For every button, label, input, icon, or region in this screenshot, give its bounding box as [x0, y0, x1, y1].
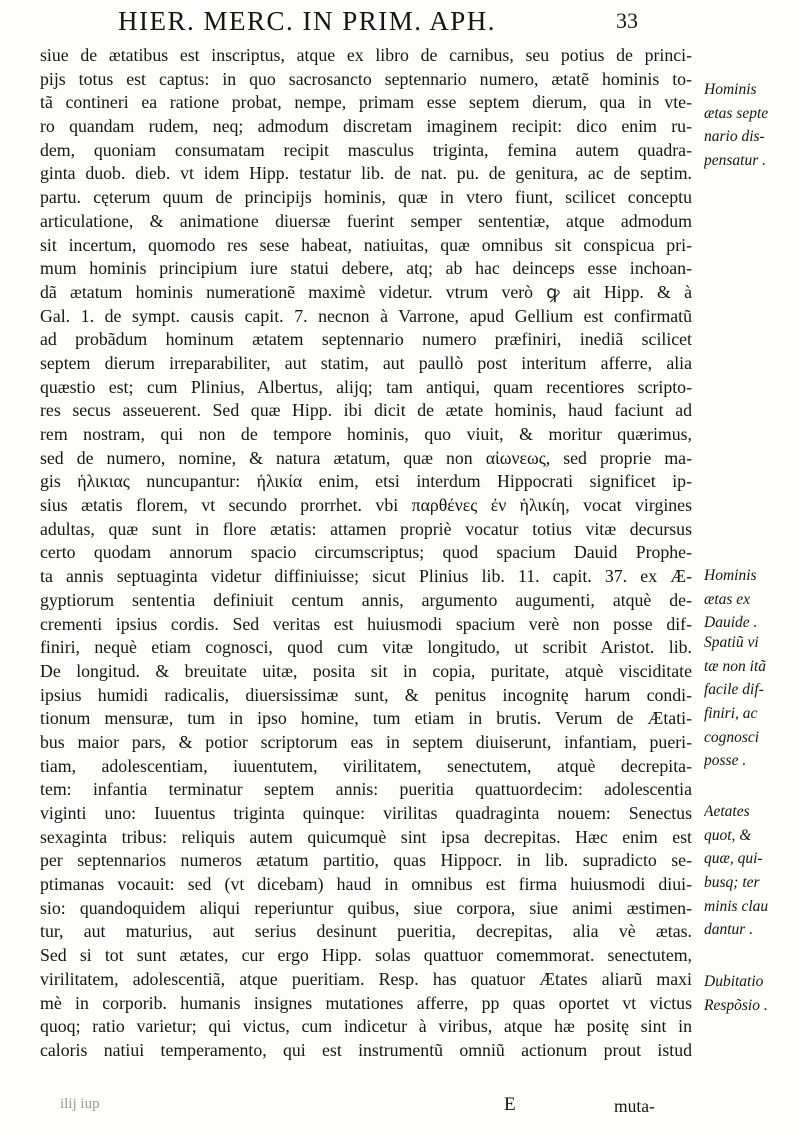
page-number: 33 — [616, 8, 638, 33]
text-line: sexaginta tribus: reliquis autem quicumquè sint ipsa decrepitas. Hæc enim est — [40, 826, 692, 847]
catchword: muta- — [614, 1096, 655, 1116]
text-line: certo quodam annorum spacio circumscriptus; quod spacium Dauid Prophe- — [40, 542, 692, 563]
margin-note-line: minis clau — [704, 897, 769, 915]
text-line: viginti uno: Iuuentus triginta quinque: virilitas quadraginta nouem: Senectus — [40, 803, 692, 823]
text-line: tur, aut maturius, aut serius desinunt pueritia, decrepitas, alia vè ætas. — [40, 921, 692, 942]
main-text-block — [40, 44, 692, 1063]
text-line: Sed si tot sunt ætates, cur ergo Hipp. solas quattuor comemmorat. senectutem, — [40, 945, 692, 966]
margin-note-spatium-vitae — [704, 631, 800, 773]
margin-note-line: tæ non itã — [704, 657, 767, 675]
margin-note-line: quæ, qui- — [704, 850, 763, 868]
margin-note-line: ætas septe — [704, 104, 769, 122]
text-line: tionum mensuræ, tum in ipso homine, tum etiam in brutis. Verum de Ætati- — [40, 708, 692, 729]
text-line: De longitud. & breuitate uitæ, posita sit in copia, puritate, atquè visciditate — [40, 660, 692, 681]
text-line: Gal. 1. de sympt. causis capit. 7. necnon à Varrone, apud Gellium est confirmatũ — [40, 305, 692, 326]
text-line: ginta duob. dieb. vt idem Hipp. testatur lib. de nat. pu. de genitura, ac de septim. — [40, 163, 692, 184]
margin-note-line: Aetates — [704, 803, 750, 820]
margin-note-line: Hominis — [704, 567, 757, 584]
margin-note-line: Spatiũ vi — [704, 634, 759, 651]
text-line: ro quandam rudem, neq; admodum discretam imaginem recipit: dico enim ru- — [40, 116, 692, 137]
margin-note-line: posse . — [704, 752, 747, 770]
text-line: adultas, quæ sunt in flore ætatis: attamen propriè vocatur totius vitæ decursus — [40, 518, 692, 539]
margin-note-line: ætas ex — [704, 590, 751, 608]
margin-note-line: quot, & — [704, 826, 752, 844]
margin-note-line: Respõsio . — [704, 996, 768, 1014]
text-line: bus maior pars, & potior scriptorum eas in septem diuiserunt, infantiam, pueri- — [40, 731, 692, 752]
text-line: rem nostram, qui non de tempore hominis, quo viuit, & moritur quærimus, — [40, 424, 692, 444]
text-line: per septennarios numeros ætatum partitio, quas Hippocr. in lib. supradicto se- — [40, 850, 692, 871]
margin-note-line: Dauide . — [704, 614, 758, 632]
text-line: ipsius humidi radicalis, diuersissimæ sunt, & penitus incognitę harum condi- — [40, 684, 692, 705]
margin-note-line: Dubitatio — [704, 973, 764, 990]
margin-note-line: pensatur . — [704, 152, 766, 170]
margin-note-line: facile dif- — [704, 681, 764, 699]
text-line: septem dierum irreparabiliter, aut statim, aut paullò post interitum afferre, alia — [40, 352, 692, 373]
text-line: mè in corporib. humanis insignes mutationes afferre, pp quas oportet vt victus — [40, 992, 692, 1013]
text-line: ptimanas vocauit: sed (vt dicebam) haud in omnibus est firma huiusmodi diui- — [40, 874, 692, 895]
margin-note-line: nario dis- — [704, 128, 765, 146]
signature-mark: E — [504, 1094, 516, 1115]
text-line: pijs totus est captus: in quo sacrosancto septennario numero, ætatẽ hominis to- — [40, 68, 692, 89]
text-line: quæstio est; cum Plinius, Albertus, alijq; tam antiqui, quam recentiores scripto- — [40, 376, 692, 397]
text-line: sius ætatis florem, vt secundo prorrhet. vbi παρθένες ἐν ἡλικίη, vocat virgines — [40, 495, 692, 516]
text-line: sit incertum, quomodo res sese habeat, natiuitas, quæ omnibus sit conspicua pri- — [40, 234, 692, 255]
running-head: HIER. MERC. IN PRIM. APH. — [118, 6, 497, 36]
text-line: gis ἡλικιας nuncupantur: ἡλικία enim, etsi interdum Hippocrati significet ip- — [40, 471, 692, 492]
text-line: caloris natiui temperamento, qui est instrumentũ omniũ actionum prout istud — [40, 1039, 692, 1060]
offset-text: ilij iup — [60, 1096, 100, 1112]
text-line: finiri, nequè etiam cognosci, quod cum vitæ longitudo, ut scribit Aristot. lib. — [40, 637, 692, 658]
text-line: res secus asseuerent. Sed quæ Hipp. ibi dicit de ætate hominis, haud faciunt ad — [40, 400, 692, 421]
text-line: mum hominis principium iure statui debere, atq; ab hac deinceps esse inchoan- — [40, 258, 692, 279]
text-line: sio: quandoquidem aliqui reperiuntur quibus, siue corpora, siue animi æstimen- — [40, 897, 692, 918]
text-line: siue de ætatibus est inscriptus, atque ex libro de carnibus, seu potius de princi- — [40, 45, 692, 65]
margin-note-line: finiri, ac — [704, 705, 758, 723]
text-line: sed de numero, nomine, & natura ætatum, quæ non αἰωνεως, sed proprie ma- — [40, 447, 692, 468]
text-line: articulatione, & animatione diuersæ fuerint semper sententiæ, atque admodum — [40, 210, 692, 231]
text-line: quoq; ratio varietur; qui victus, cum indicetur à viribus, atque hæ positę sint in — [40, 1016, 692, 1037]
margin-note-line: Hominis — [704, 81, 757, 98]
margin-note-line: dantur . — [704, 921, 754, 939]
text-line: dem, quoniam consumatam recipit masculus triginta, femina autem quadra- — [40, 139, 692, 160]
page-header — [0, 4, 800, 40]
margin-note-aetas-septenario — [704, 78, 800, 173]
text-line: virilitatem, adolescentiã, atque pueritiam. Resp. has quatuor Ætates aliarũ maxi — [40, 968, 692, 989]
margin-note-line: busq; ter — [704, 874, 760, 892]
text-line: tã contineri ea ratione probat, nempe, primam esse septem dierum, qua in vte- — [40, 92, 692, 113]
margin-note-aetas-dauide — [704, 564, 800, 635]
text-line: ta annis septuaginta videtur diffiniuisse; sicut Plinius lib. 11. capit. 37. ex Æ- — [40, 566, 692, 587]
text-line: gyptiorum sententia definiuit centum annis, argumento augumenti, atquè de- — [40, 589, 692, 610]
margin-note-aetates-quot — [704, 800, 800, 942]
text-line: crementi ipsius cordis. Sed veritas est huiusmodi spacium verè non posse dif- — [40, 613, 692, 634]
text-line: dã ætatum hominis numerationẽ maximè videtur. vtrum verò ꝙ ait Hipp. & à — [40, 281, 692, 302]
text-line: tem: infantia terminatur septem annis: pueritia quattuordecim: adolescentia — [40, 779, 692, 800]
text-line: tiam, adolescentiam, iuuentutem, virilitatem, senectutem, atquè decrepita- — [40, 755, 692, 776]
margin-note-dubitatio — [704, 970, 800, 1017]
page-footer — [0, 1094, 800, 1124]
text-line: ad probãdum hominum ætatem septennario numero præfiniri, inediã scilicet — [40, 329, 692, 350]
margin-note-line: cognosci — [704, 728, 760, 746]
text-line: partu. cęterum quum de principijs hominis, quæ in vtero fiunt, scilicet conceptu — [40, 187, 692, 208]
